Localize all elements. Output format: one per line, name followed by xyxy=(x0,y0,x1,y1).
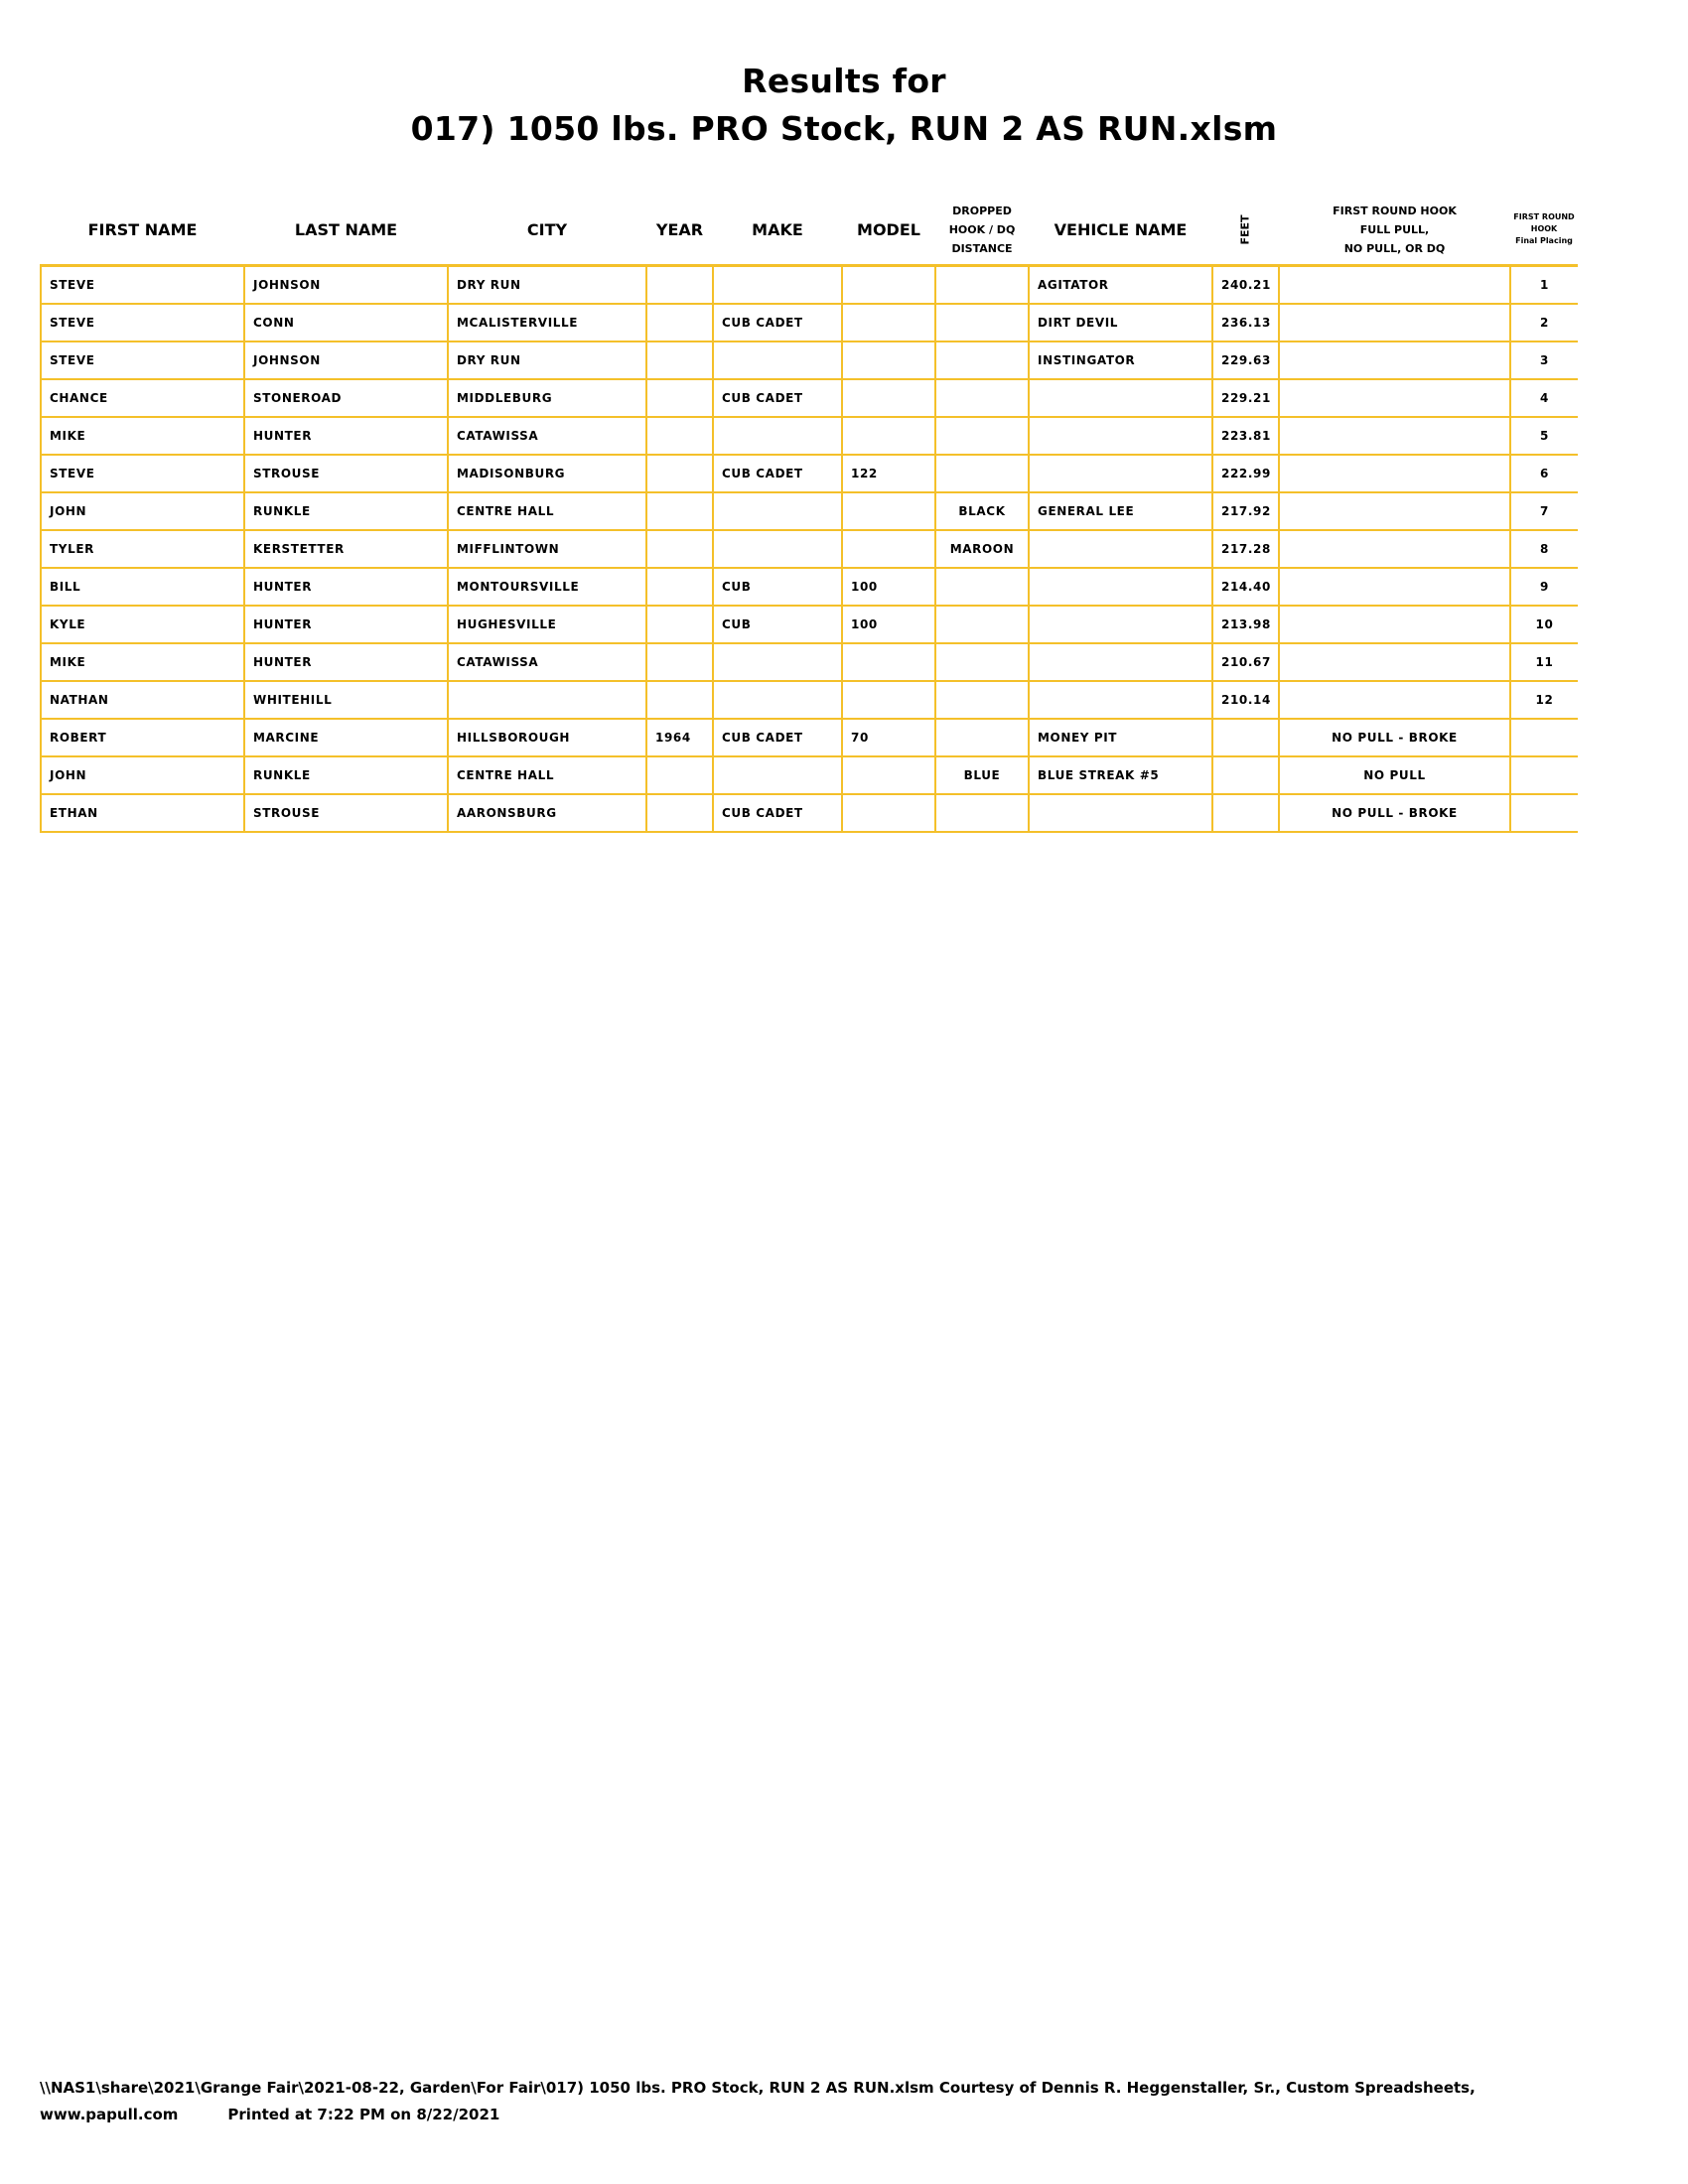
header-last-name: LAST NAME xyxy=(244,195,448,266)
cell-model xyxy=(842,379,935,417)
cell-feet: 217.92 xyxy=(1212,492,1279,530)
cell-result xyxy=(1279,643,1510,681)
table-row xyxy=(41,568,1578,606)
title-line-1: Results for xyxy=(742,62,946,100)
header-first-name: FIRST NAME xyxy=(41,195,244,266)
cell-make: CUB CADET xyxy=(713,794,842,832)
header-placing-line-1: FIRST ROUND xyxy=(1513,212,1575,221)
cell-year xyxy=(646,492,713,530)
cell-result xyxy=(1279,417,1510,455)
cell-year xyxy=(646,681,713,719)
cell-vehicle-name xyxy=(1029,794,1212,832)
table-row xyxy=(41,643,1578,681)
cell-vehicle-name: GENERAL LEE xyxy=(1029,492,1212,530)
cell-year xyxy=(646,606,713,643)
cell-city: AARONSBURG xyxy=(448,794,646,832)
footer-printed: Printed at 7:22 PM on 8/22/2021 xyxy=(227,2106,500,2123)
cell-vehicle-name xyxy=(1029,530,1212,568)
cell-placing xyxy=(1510,794,1578,832)
footer-line-2 xyxy=(40,2102,1648,2128)
cell-year xyxy=(646,756,713,794)
cell-placing: 2 xyxy=(1510,304,1578,341)
cell-placing xyxy=(1510,719,1578,756)
cell-vehicle-name xyxy=(1029,379,1212,417)
header-placing-line-2: HOOK xyxy=(1530,224,1558,233)
cell-last-name: CONN xyxy=(244,304,448,341)
table-row xyxy=(41,379,1578,417)
cell-last-name: HUNTER xyxy=(244,568,448,606)
cell-city: MADISONBURG xyxy=(448,455,646,492)
cell-first-name: STEVE xyxy=(41,304,244,341)
table-row xyxy=(41,304,1578,341)
cell-result xyxy=(1279,455,1510,492)
cell-year xyxy=(646,341,713,379)
cell-feet: 223.81 xyxy=(1212,417,1279,455)
cell-vehicle-name: DIRT DEVIL xyxy=(1029,304,1212,341)
table-row xyxy=(41,681,1578,719)
cell-year xyxy=(646,266,713,305)
cell-last-name: RUNKLE xyxy=(244,492,448,530)
cell-model xyxy=(842,417,935,455)
cell-model xyxy=(842,530,935,568)
cell-city: MIDDLEBURG xyxy=(448,379,646,417)
cell-model xyxy=(842,756,935,794)
cell-year xyxy=(646,455,713,492)
cell-feet: 210.67 xyxy=(1212,643,1279,681)
cell-feet xyxy=(1212,756,1279,794)
cell-city: MIFFLINTOWN xyxy=(448,530,646,568)
cell-first-name: JOHN xyxy=(41,492,244,530)
cell-dropped: MAROON xyxy=(935,530,1029,568)
cell-city: DRY RUN xyxy=(448,341,646,379)
cell-city: CATAWISSA xyxy=(448,643,646,681)
cell-last-name: JOHNSON xyxy=(244,341,448,379)
header-first-round-line-2: FULL PULL, xyxy=(1359,222,1430,236)
cell-model xyxy=(842,341,935,379)
cell-first-name: STEVE xyxy=(41,341,244,379)
cell-model: 70 xyxy=(842,719,935,756)
cell-last-name: STONEROAD xyxy=(244,379,448,417)
cell-feet xyxy=(1212,794,1279,832)
table-row xyxy=(41,756,1578,794)
cell-first-name: ROBERT xyxy=(41,719,244,756)
cell-make xyxy=(713,756,842,794)
cell-model: 100 xyxy=(842,606,935,643)
cell-dropped: BLACK xyxy=(935,492,1029,530)
cell-last-name: HUNTER xyxy=(244,606,448,643)
cell-make xyxy=(713,341,842,379)
cell-model: 122 xyxy=(842,455,935,492)
table-row xyxy=(41,530,1578,568)
cell-placing: 8 xyxy=(1510,530,1578,568)
cell-feet: 229.63 xyxy=(1212,341,1279,379)
cell-dropped xyxy=(935,417,1029,455)
cell-feet: 229.21 xyxy=(1212,379,1279,417)
header-dropped-line-3: DISTANCE xyxy=(951,241,1013,255)
cell-model xyxy=(842,304,935,341)
cell-placing: 1 xyxy=(1510,266,1578,305)
header-placing-line-3: Final Placing xyxy=(1515,236,1573,245)
cell-feet: 213.98 xyxy=(1212,606,1279,643)
cell-feet: 236.13 xyxy=(1212,304,1279,341)
cell-feet: 210.14 xyxy=(1212,681,1279,719)
cell-result xyxy=(1279,266,1510,305)
cell-model xyxy=(842,794,935,832)
cell-vehicle-name: INSTINGATOR xyxy=(1029,341,1212,379)
cell-first-name: MIKE xyxy=(41,417,244,455)
cell-first-name: CHANCE xyxy=(41,379,244,417)
title-line-2: 017) 1050 lbs. PRO Stock, RUN 2 AS RUN.xlsm xyxy=(410,109,1278,148)
cell-result xyxy=(1279,681,1510,719)
cell-placing: 7 xyxy=(1510,492,1578,530)
cell-last-name: HUNTER xyxy=(244,417,448,455)
cell-result xyxy=(1279,568,1510,606)
cell-make: CUB CADET xyxy=(713,719,842,756)
cell-result: NO PULL xyxy=(1279,756,1510,794)
cell-year xyxy=(646,643,713,681)
cell-make xyxy=(713,266,842,305)
cell-city xyxy=(448,681,646,719)
results-table-wrapper xyxy=(40,195,1578,833)
cell-vehicle-name xyxy=(1029,681,1212,719)
table-row xyxy=(41,417,1578,455)
cell-feet: 217.28 xyxy=(1212,530,1279,568)
cell-dropped xyxy=(935,643,1029,681)
cell-vehicle-name xyxy=(1029,568,1212,606)
table-row xyxy=(41,341,1578,379)
header-first-round-line-3: NO PULL, OR DQ xyxy=(1343,241,1446,255)
cell-result xyxy=(1279,492,1510,530)
cell-first-name: TYLER xyxy=(41,530,244,568)
cell-make: CUB CADET xyxy=(713,379,842,417)
header-make: MAKE xyxy=(713,195,842,266)
cell-dropped xyxy=(935,719,1029,756)
table-row xyxy=(41,606,1578,643)
cell-dropped xyxy=(935,606,1029,643)
cell-first-name: STEVE xyxy=(41,455,244,492)
cell-city: CATAWISSA xyxy=(448,417,646,455)
cell-make xyxy=(713,530,842,568)
cell-city: HUGHESVILLE xyxy=(448,606,646,643)
cell-placing: 6 xyxy=(1510,455,1578,492)
cell-city: HILLSBOROUGH xyxy=(448,719,646,756)
header-dropped-line-2: HOOK / DQ xyxy=(948,222,1016,236)
cell-model: 100 xyxy=(842,568,935,606)
cell-dropped xyxy=(935,304,1029,341)
cell-last-name: JOHNSON xyxy=(244,266,448,305)
cell-last-name: STROUSE xyxy=(244,794,448,832)
cell-feet: 222.99 xyxy=(1212,455,1279,492)
cell-dropped xyxy=(935,455,1029,492)
header-first-round-hook xyxy=(1279,195,1510,266)
table-row xyxy=(41,266,1578,305)
cell-vehicle-name xyxy=(1029,606,1212,643)
header-dropped-line-1: DROPPED xyxy=(952,204,1012,217)
cell-year xyxy=(646,304,713,341)
cell-placing xyxy=(1510,756,1578,794)
cell-first-name: BILL xyxy=(41,568,244,606)
cell-dropped xyxy=(935,568,1029,606)
cell-first-name: MIKE xyxy=(41,643,244,681)
cell-model xyxy=(842,681,935,719)
cell-last-name: RUNKLE xyxy=(244,756,448,794)
header-dropped-hook xyxy=(935,195,1029,266)
cell-make: CUB xyxy=(713,568,842,606)
cell-model xyxy=(842,492,935,530)
header-first-round-line-1: FIRST ROUND HOOK xyxy=(1333,204,1457,217)
cell-vehicle-name: MONEY PIT xyxy=(1029,719,1212,756)
cell-last-name: HUNTER xyxy=(244,643,448,681)
header-vehicle-name: VEHICLE NAME xyxy=(1029,195,1212,266)
cell-vehicle-name xyxy=(1029,643,1212,681)
cell-feet xyxy=(1212,719,1279,756)
cell-result xyxy=(1279,379,1510,417)
cell-city: MCALISTERVILLE xyxy=(448,304,646,341)
cell-first-name: KYLE xyxy=(41,606,244,643)
cell-result: NO PULL - BROKE xyxy=(1279,719,1510,756)
table-row xyxy=(41,455,1578,492)
cell-first-name: JOHN xyxy=(41,756,244,794)
cell-city: DRY RUN xyxy=(448,266,646,305)
cell-vehicle-name: BLUE STREAK #5 xyxy=(1029,756,1212,794)
cell-last-name: STROUSE xyxy=(244,455,448,492)
header-city: CITY xyxy=(448,195,646,266)
cell-last-name: MARCINE xyxy=(244,719,448,756)
cell-last-name: WHITEHILL xyxy=(244,681,448,719)
cell-dropped xyxy=(935,681,1029,719)
header-feet xyxy=(1212,195,1279,266)
footer-website: www.papull.com xyxy=(40,2106,179,2123)
cell-dropped xyxy=(935,341,1029,379)
cell-vehicle-name xyxy=(1029,417,1212,455)
cell-make: CUB CADET xyxy=(713,304,842,341)
cell-placing: 9 xyxy=(1510,568,1578,606)
cell-make xyxy=(713,643,842,681)
header-final-placing xyxy=(1510,195,1578,266)
cell-feet: 240.21 xyxy=(1212,266,1279,305)
cell-result xyxy=(1279,606,1510,643)
cell-placing: 11 xyxy=(1510,643,1578,681)
cell-result: NO PULL - BROKE xyxy=(1279,794,1510,832)
cell-dropped: BLUE xyxy=(935,756,1029,794)
cell-make: CUB CADET xyxy=(713,455,842,492)
cell-placing: 10 xyxy=(1510,606,1578,643)
results-table xyxy=(40,195,1578,833)
cell-year xyxy=(646,568,713,606)
cell-dropped xyxy=(935,379,1029,417)
cell-year xyxy=(646,417,713,455)
header-feet-label: FEET xyxy=(1238,213,1252,245)
cell-city: MONTOURSVILLE xyxy=(448,568,646,606)
page-title xyxy=(0,58,1688,153)
cell-first-name: STEVE xyxy=(41,266,244,305)
page-footer xyxy=(40,2075,1648,2128)
cell-placing: 5 xyxy=(1510,417,1578,455)
cell-year xyxy=(646,379,713,417)
cell-make: CUB xyxy=(713,606,842,643)
cell-placing: 4 xyxy=(1510,379,1578,417)
cell-result xyxy=(1279,304,1510,341)
cell-year: 1964 xyxy=(646,719,713,756)
header-model: MODEL xyxy=(842,195,935,266)
cell-make xyxy=(713,417,842,455)
cell-feet: 214.40 xyxy=(1212,568,1279,606)
header-year: YEAR xyxy=(646,195,713,266)
table-row xyxy=(41,794,1578,832)
cell-dropped xyxy=(935,794,1029,832)
cell-make xyxy=(713,492,842,530)
cell-vehicle-name xyxy=(1029,455,1212,492)
cell-year xyxy=(646,530,713,568)
cell-placing: 3 xyxy=(1510,341,1578,379)
header-row xyxy=(41,195,1578,266)
results-body xyxy=(41,266,1578,833)
cell-year xyxy=(646,794,713,832)
cell-placing: 12 xyxy=(1510,681,1578,719)
cell-model xyxy=(842,643,935,681)
cell-last-name: KERSTETTER xyxy=(244,530,448,568)
cell-vehicle-name: AGITATOR xyxy=(1029,266,1212,305)
table-row xyxy=(41,719,1578,756)
cell-first-name: NATHAN xyxy=(41,681,244,719)
cell-make xyxy=(713,681,842,719)
cell-city: CENTRE HALL xyxy=(448,756,646,794)
table-row xyxy=(41,492,1578,530)
cell-result xyxy=(1279,530,1510,568)
cell-first-name: ETHAN xyxy=(41,794,244,832)
cell-city: CENTRE HALL xyxy=(448,492,646,530)
footer-path: \\NAS1\share\2021\Grange Fair\2021-08-22, Garden\For Fair\017) 1050 lbs. PRO Stock, RUN 2 AS RUN.xlsm Courtesy of Dennis R. Heggenstaller, Sr., Custom Spreadsheets, xyxy=(40,2079,1476,2097)
cell-dropped xyxy=(935,266,1029,305)
cell-model xyxy=(842,266,935,305)
cell-result xyxy=(1279,341,1510,379)
